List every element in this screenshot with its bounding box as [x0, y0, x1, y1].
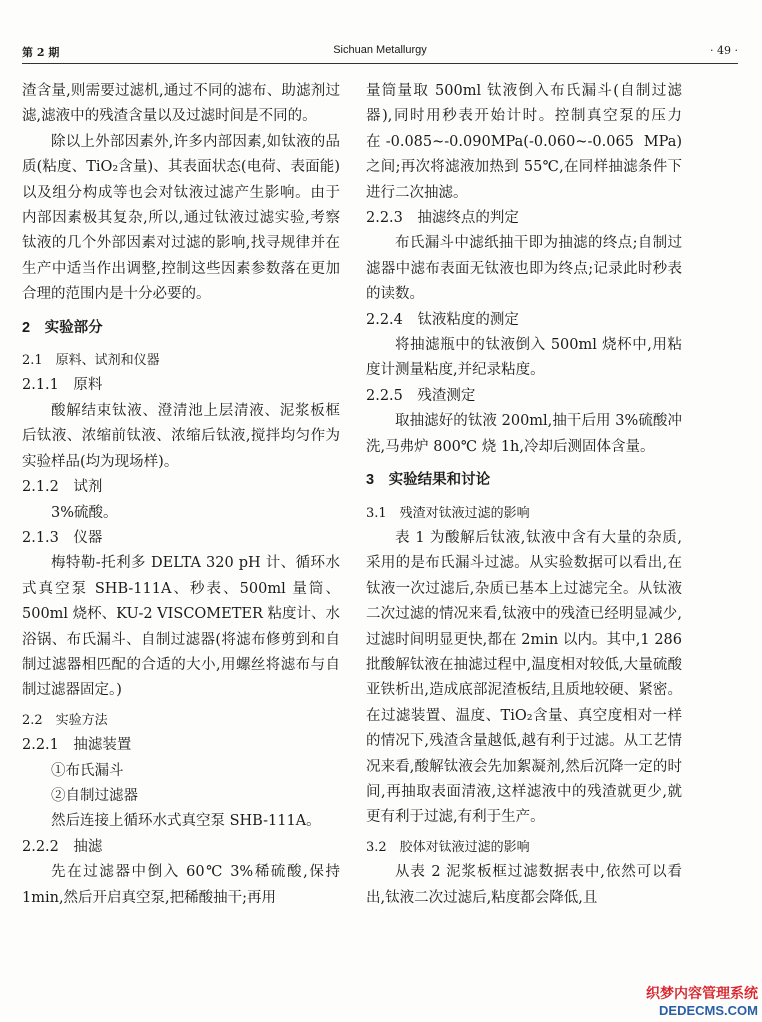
- subsubsection-heading: 2.2.4 钛液粘度的测定: [366, 311, 519, 328]
- subsection-heading: 3.1 残渣对钛液过滤的影响: [366, 505, 530, 521]
- page-number: · 49 ·: [710, 44, 738, 57]
- paragraph: 先在过滤器中倒入 60℃ 3%稀硫酸,保持 1min,然后开启真空泵,把稀酸抽干;再用: [22, 864, 340, 906]
- paragraph: 然后连接上循环水式真空泵 SHB-111A。: [51, 813, 321, 830]
- section-heading: 2 实验部分: [22, 319, 103, 336]
- paragraph: 梅特勒-托利多 DELTA 320 pH 计、循环水式真空泵 SHB-111A、秒表、500ml 量筒、500ml 烧杯、KU-2 VISCOMETER 粘度计、水浴锅、布氏漏斗、自制过滤器(将滤布修剪到和自制过滤器相匹配的合适的大小,用螺丝将滤布与自制过滤器固定。): [22, 555, 341, 699]
- right-column: [366, 79, 682, 911]
- subsubsection-heading: 2.2.2 抽滤: [22, 838, 103, 855]
- paragraph: 将抽滤瓶中的钛液倒入 500ml 烧杯中,用粘度计测量粘度,并纪录粘度。: [366, 337, 682, 379]
- subsubsection-heading: 2.2.1 抽滤装置: [22, 737, 132, 754]
- left-column: [22, 79, 340, 911]
- paragraph: 表 1 为酸解后钛液,钛液中含有大量的杂质,采用的是布氏漏斗过滤。从实验数据可以看出,在钛液一次过滤后,杂质已基本上过滤完全。从钛液二次过滤的情况来看,钛液中的残渣已经明显减少,过滤时间明显更快,都在 2min 以内。其中,1 286 批酸解钛液在抽滤过程中,温度相对较低,大量硫酸亚铁析出,造成底部泥渣板结,且质地较硬、紧密。在过滤装置、温度、TiO₂含量、真空度相对一样的情况下,残渣含量越低,越有利于过滤。从工艺情况来看,酸解钛液会先加絮凝剂,然后沉降一定的时间,再抽取表面清液,这样滤液中的残渣就更少,就更有利于过滤,有利于生产。: [366, 529, 682, 826]
- paragraph: 渣含量,则需要过滤机,通过不同的滤布、助滤剂过滤,滤液中的残渣含量以及过滤时间是不同的。: [22, 83, 340, 125]
- subsection-heading: 2.1 原料、试剂和仪器: [22, 353, 160, 369]
- list-item: ②自制过滤器: [51, 787, 138, 804]
- paragraph: 量筒量取 500ml 钛液倒入布氏漏斗(自制过滤器),同时用秒表开始计时。控制真空泵的压力在-0.085~-0.090MPa(-0.060~-0.065 MPa)之间;再次将滤液加热到 55℃,在同样抽滤条件下进行二次抽滤。: [366, 83, 682, 201]
- journal-name: Sichuan Metallurgy: [333, 44, 427, 56]
- running-header: [22, 44, 738, 62]
- paragraph: 酸解结束钛液、澄清池上层清液、泥浆板框后钛液、浓缩前钛液、浓缩后钛液,搅拌均匀作为实验样品(均为现场样)。: [22, 402, 340, 470]
- issue-number: 第 2 期: [22, 46, 60, 59]
- paragraph: 取抽滤好的钛液 200ml,抽干后用 3%硫酸冲洗,马弗炉 800℃ 烧 1h,冷却后测固体含量。: [366, 413, 682, 455]
- subsubsection-heading: 2.1.1 原料: [22, 377, 103, 394]
- watermark-line1: 织梦内容管理系统: [646, 985, 758, 1001]
- subsection-heading: 2.2 实验方法: [22, 712, 108, 728]
- paragraph: 从表 2 泥浆板框过滤数据表中,依然可以看出,钛液二次过滤后,粘度都会降低,且: [366, 864, 682, 906]
- watermark-line2: DEDECMS.COM: [659, 1003, 758, 1018]
- list-item: 3%硫酸。: [51, 504, 118, 521]
- section-heading: 3 实验结果和讨论: [366, 472, 491, 489]
- watermark-logo: [640, 983, 758, 1018]
- subsubsection-heading: 2.1.2 试剂: [22, 479, 103, 496]
- list-item: ①布氏漏斗: [51, 762, 124, 779]
- subsubsection-heading: 2.1.3 仪器: [22, 529, 103, 546]
- header-rule: [22, 63, 738, 64]
- subsubsection-heading: 2.2.3 抽滤终点的判定: [366, 210, 519, 227]
- subsection-heading: 3.2 胶体对钛液过滤的影响: [366, 839, 530, 855]
- subsubsection-heading: 2.2.5 残渣测定: [366, 387, 476, 404]
- paragraph: 布氏漏斗中滤纸抽干即为抽滤的终点;自制过滤器中滤布表面无钛液也即为终点;记录此时秒表的读数。: [366, 235, 682, 303]
- paragraph: 除以上外部因素外,许多内部因素,如钛液的品质(粘度、TiO₂含量)、其表面状态(电荷、表面能)以及组分构成等也会对钛液过滤产生影响。由于内部因素极其复杂,所以,通过钛液过滤实验,考察钛液的几个外部因素对过滤的影响,找寻规律并在生产中适当作出调整,控制这些因素参数落在更加合理的范围内是十分必要的。: [22, 133, 340, 303]
